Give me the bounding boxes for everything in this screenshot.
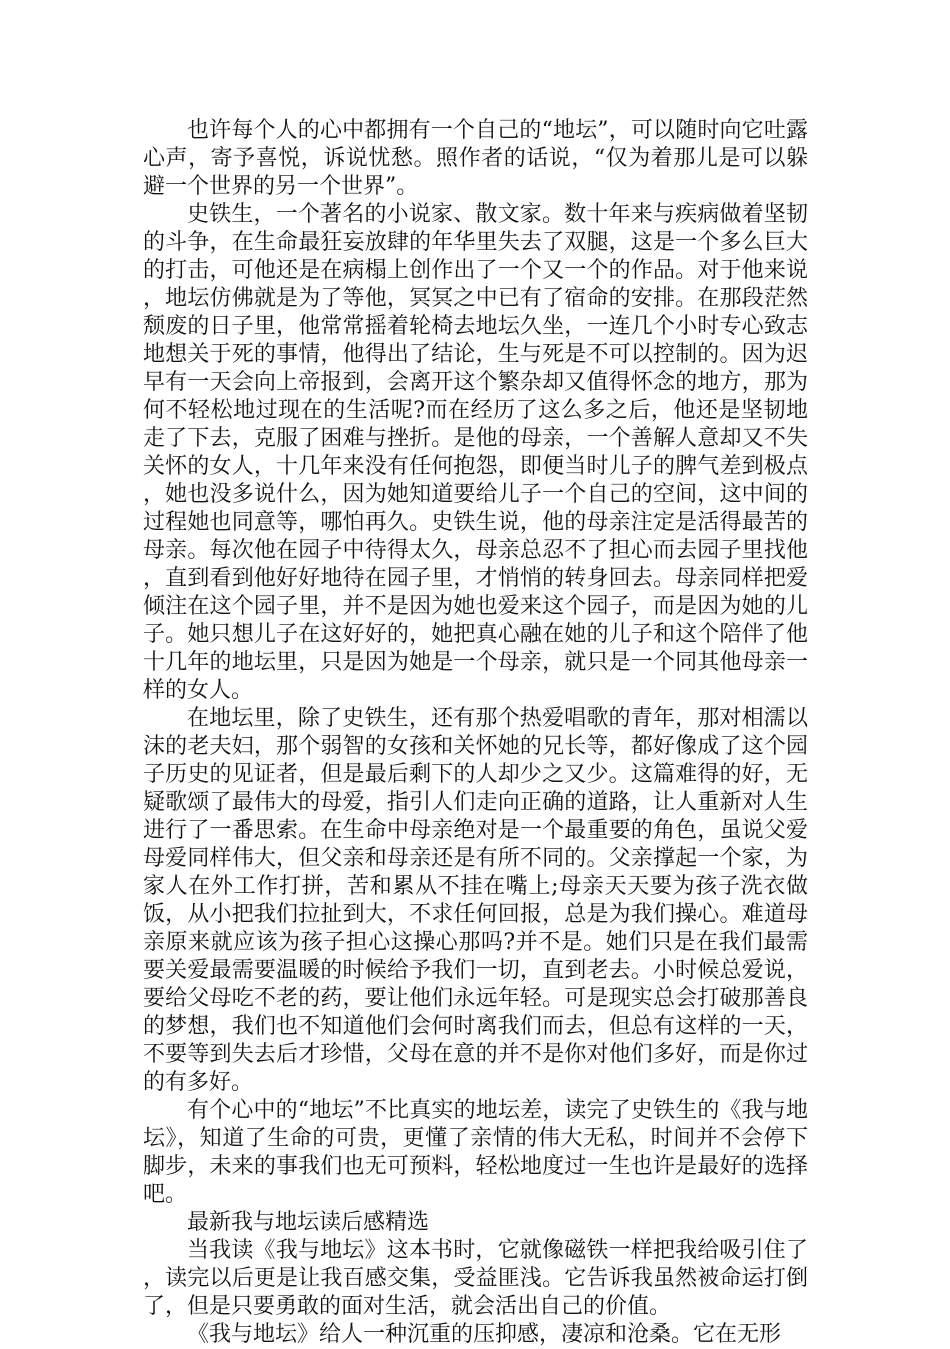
paragraph-5: 当我读《我与地坛》这本书时，它就像磁铁一样把我给吸引住了，读完以后更是让我百感交集，受益匪浅。它告诉我虽然被命运打倒了，但是只要勇敢的面对生活，就会活出自己的价值。 (143, 1238, 808, 1319)
document-body (143, 117, 808, 1349)
section-heading: 最新我与地坛读后感精选 (187, 1210, 430, 1235)
paragraph-3: 在地坛里，除了史铁生，还有那个热爱唱歌的青年，那对相濡以沫的老夫妇，那个弱智的女孩和关怀她的兄长等，都好像成了这个园子历史的见证者，但是最后剩下的人却少之又少。这篇难得的好，无疑歌颂了最伟大的母爱，指引人们走向正确的道路，让人重新对人生进行了一番思索。在生命中母亲绝对是一个最重要的角色，虽说父爱母爱同样伟大，但父亲和母亲还是有所不同的。父亲撑起一个家，为家人在外工作打拼，苦和累从不挂在嘴上;母亲天天要为孩子洗衣做饭，从小把我们拉扯到大，不求任何回报，总是为我们操心。难道母亲原来就应该为孩子担心这操心那吗?并不是。她们只是在我们最需要关爱最需要温暖的时候给予我们一切，直到老去。小时候总爱说，要给父母吃不老的药，要让他们永远年轻。可是现实总会打破那善良的梦想，我们也不知道他们会何时离我们而去，但总有这样的一天，不要等到失去后才珍惜，父母在意的并不是你对他们多好，而是你过的有多好。 (143, 706, 808, 1095)
paragraph-2: 史铁生，一个著名的小说家、散文家。数十年来与疾病做着坚韧的斗争，在生命最狂妄放肆的年华里失去了双腿，这是一个多么巨大的打击，可他还是在病榻上创作出了一个又一个的作品。对于他来说，地坛仿佛就是为了等他，冥冥之中已有了宿命的安排。在那段茫然颓废的日子里，他常常摇着轮椅去地坛久坐，一连几个小时专心致志地想关于死的事情，他得出了结论，生与死是不可以控制的。因为迟早有一天会向上帝报到，会离开这个繁杂却又值得怀念的地方，那为何不轻松地过现在的生活呢?而在经历了这么多之后，他还是坚韧地走了下去，克服了困难与挫折。是他的母亲，一个善解人意却又不失关怀的女人，十几年来没有任何抱怨，即便当时儿子的脾气差到极点，她也没多说什么，因为她知道要给儿子一个自己的空间，这中间的过程她也同意等，哪怕再久。史铁生说，他的母亲注定是活得最苦的母亲。每次他在园子中待得太久，母亲总忍不了担心而去园子里找他，直到看到他好好地待在园子里，才悄悄的转身回去。母亲同样把爱倾注在这个园子里，并不是因为她也爱来这个园子，而是因为她的儿子。她只想儿子在这好好的，她把真心融在她的儿子和这个陪伴了他十几年的地坛里，只是因为她是一个母亲，就只是一个同其他母亲一样的女人。 (143, 202, 808, 703)
paragraph-4: 有个心中的“地坛”不比真实的地坛差，读完了史铁生的《我与地坛》，知道了生命的可贵，更懂了亲情的伟大无私，时间并不会停下脚步，未来的事我们也无可预料，轻松地度过一生也许是最好的选择吧。 (143, 1098, 808, 1207)
paragraph-6: 《我与地坛》给人一种沉重的压抑感，凄凉和沧桑。它在无形 (187, 1322, 782, 1347)
paragraph-1: 也许每个人的心中都拥有一个自己的“地坛”，可以随时向它吐露心声，寄予喜悦，诉说忧愁。照作者的话说，“仅为着那儿是可以躲避一个世界的另一个世界”。 (143, 118, 808, 199)
